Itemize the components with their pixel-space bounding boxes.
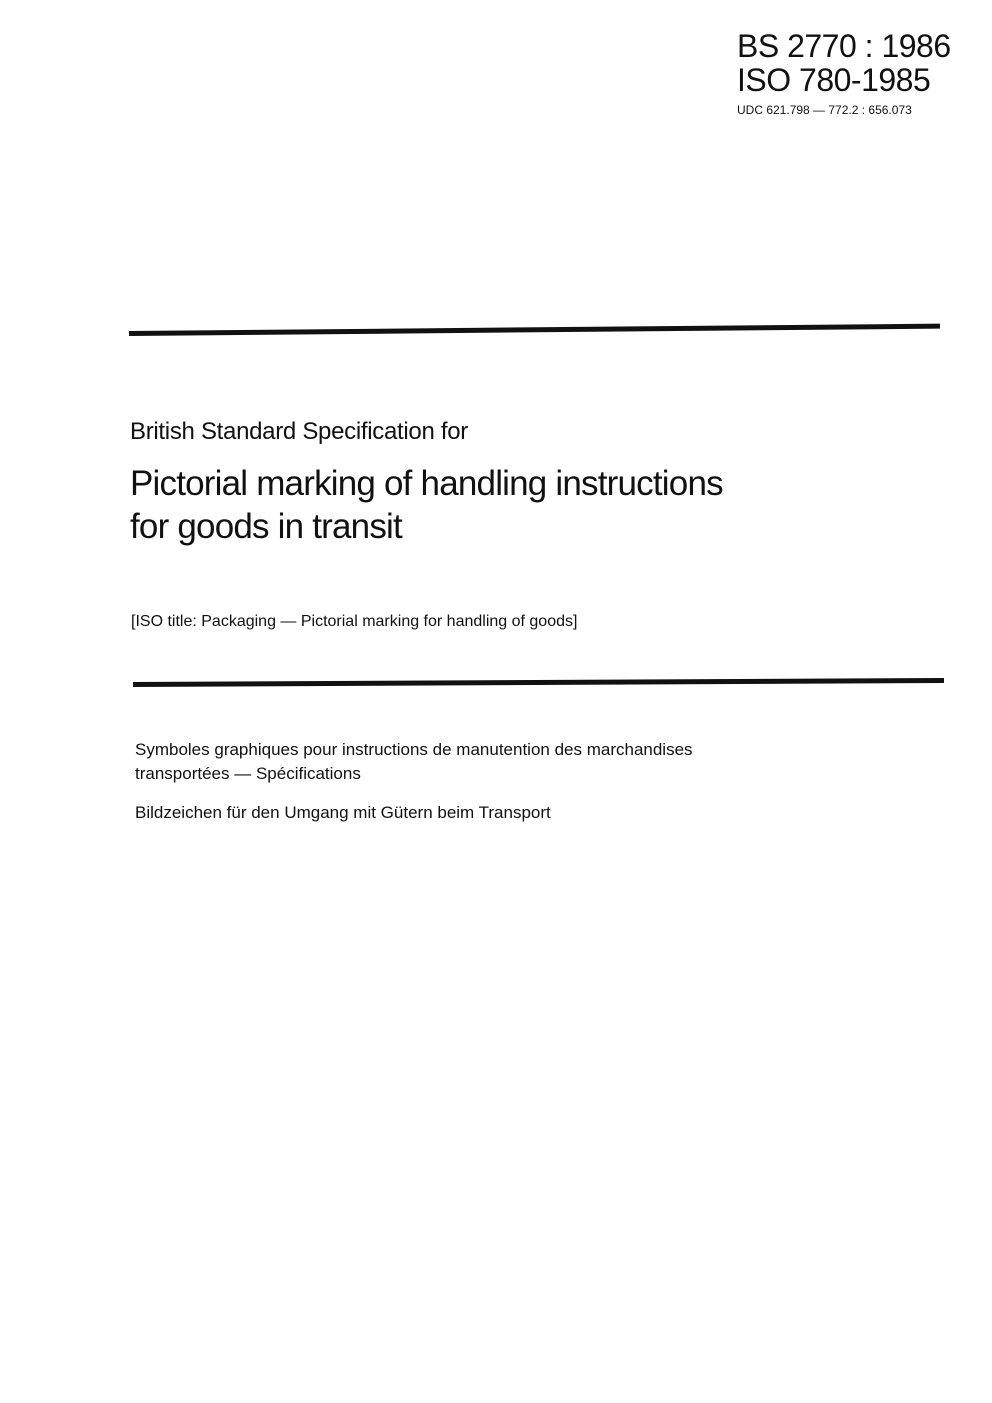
top-divider — [129, 324, 940, 336]
udc-code: UDC 621.798 — 772.2 : 656.073 — [737, 103, 912, 117]
document-title — [130, 462, 850, 548]
bottom-divider — [133, 678, 944, 687]
iso-title: [ISO title: Packaging — Pictorial marking for handling of goods] — [131, 613, 578, 630]
german-title: Bildzeichen für den Umgang mit Gütern beim Transport — [135, 803, 551, 822]
french-title — [135, 738, 795, 786]
french-title-line-1: Symboles graphiques pour instructions de manutention des marchandises — [135, 740, 693, 759]
standard-identifier-block — [737, 30, 951, 116]
specification-lead: British Standard Specification for — [130, 418, 468, 445]
iso-number: ISO 780-1985 — [737, 62, 931, 98]
document-title-line-2: for goods in transit — [130, 507, 402, 546]
bs-number: BS 2770 : 1986 — [737, 28, 951, 64]
french-title-line-2: transportées — Spécifications — [135, 764, 361, 783]
document-title-line-1: Pictorial marking of handling instructions — [130, 464, 723, 503]
